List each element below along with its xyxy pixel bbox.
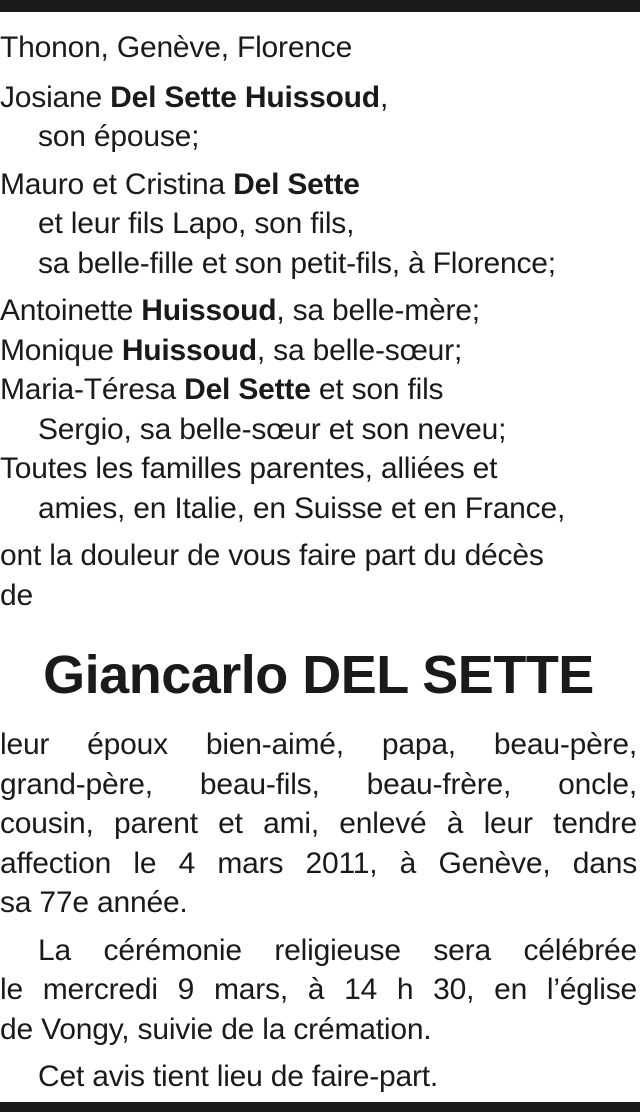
family-member-first-name: Mauro et Cristina — [0, 167, 234, 201]
ceremony-line: La cérémonie religieuse sera célébrée — [38, 933, 637, 967]
family-member-first-name: Maria-Téresa — [0, 373, 185, 406]
description-line: sa 77e année. — [0, 886, 188, 919]
family-member-first-name: Antoinette — [0, 294, 142, 327]
description-line: grand-père, beau-fils, beau-frère, oncle, — [0, 767, 637, 801]
family-entry-line — [0, 291, 637, 331]
ceremony-line: le mercredi 9 mars, à 14 h 30, en l’église — [0, 973, 637, 1006]
family-member-relation: , — [379, 80, 389, 114]
family-member-relation: , sa belle-sœur; — [256, 333, 463, 367]
family-entry-continuation: sa belle-fille et son petit-fils, à Florence; — [38, 246, 556, 280]
family-member-surname: Huissoud — [141, 294, 277, 327]
family-member-surname: Del Sette — [184, 373, 311, 406]
family-entry — [0, 165, 637, 284]
family-list — [0, 78, 637, 529]
family-entry-continuation: son épouse; — [38, 120, 200, 153]
description-line: leur époux bien-aimé, papa, beau-père, — [0, 728, 637, 761]
family-entry-line — [0, 370, 637, 410]
top-rule — [0, 0, 640, 12]
deceased-name: Giancarlo DEL SETTE — [43, 645, 594, 705]
family-member-surname: Huissoud — [121, 333, 257, 367]
family-entry — [0, 291, 637, 331]
family-entry-line: Toutes les familles parentes, alliées et — [0, 452, 498, 485]
family-member-surname: Del Sette — [233, 167, 360, 201]
family-member-relation: , sa belle-mère; — [276, 294, 480, 327]
family-member-relation: et son fils — [310, 373, 444, 406]
family-entry-continuation: et leur fils Lapo, son fils, — [38, 207, 355, 240]
family-entry — [0, 449, 637, 528]
bottom-rule — [0, 1102, 640, 1112]
place-line: Thonon, Genève, Florence — [0, 31, 353, 64]
family-entry-continuation: Sergio, sa belle-sœur et son neveu; — [38, 412, 507, 446]
family-member-surname: Del Sette Huissoud — [110, 80, 380, 114]
family-member-first-name: Josiane — [0, 80, 111, 114]
announcement-line: de — [0, 578, 33, 612]
family-entry — [0, 370, 637, 449]
ceremony-line: de Vongy, suivie de la crémation. — [0, 1012, 432, 1046]
description-line: cousin, parent et ami, enlevé à leur tendre — [0, 807, 637, 840]
description-line: affection le 4 mars 2011, à Genève, dans — [0, 846, 637, 880]
family-entry-line — [0, 331, 637, 371]
announcement-line: ont la douleur de vous faire part du décès — [0, 539, 544, 572]
ceremony-paragraph — [0, 931, 637, 1050]
closing-line: Cet avis tient lieu de faire-part. — [38, 1060, 439, 1093]
family-member-first-name: Monique — [0, 333, 122, 367]
family-entry-line — [0, 78, 637, 118]
family-entry — [0, 331, 637, 371]
description-paragraph — [0, 725, 637, 923]
death-notice — [0, 28, 637, 1097]
family-entry-continuation: amies, en Italie, en Suisse et en France, — [38, 491, 566, 525]
family-entry-line — [0, 165, 637, 205]
family-entry — [0, 78, 637, 157]
